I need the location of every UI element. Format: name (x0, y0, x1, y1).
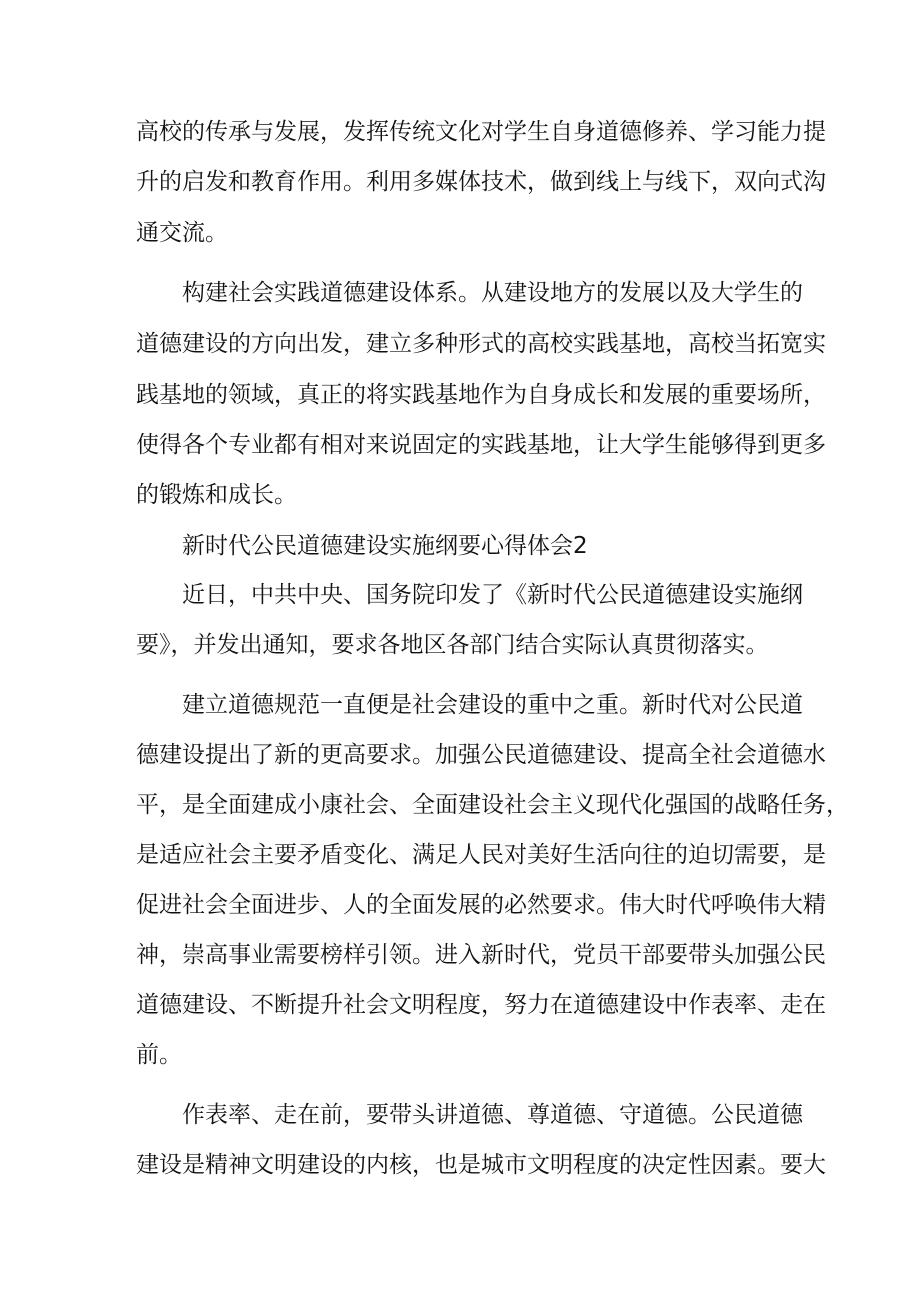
text-line: 促进社会全面进步、人的全面发展的必然要求。伟大时代呼唤伟大精 (136, 892, 826, 918)
text-line: 构建社会实践道德建设体系。从建设地方的发展以及大学生的 (182, 280, 803, 306)
text-line: 前。 (136, 1042, 182, 1068)
section-heading: 新时代公民道德建设实施纲要心得体会2 (182, 533, 588, 559)
text-line: 通交流。 (136, 220, 228, 246)
text-line: 建设是精神文明建设的内核，也是城市文明程度的决定性因素。要大 (136, 1152, 826, 1178)
text-line: 建立道德规范一直便是社会建设的重中之重。新时代对公民道 (182, 692, 803, 718)
text-line: 要》，并发出通知，要求各地区各部门结合实际认真贯彻落实。 (136, 632, 769, 658)
text-line: 神，崇高事业需要榜样引领。进入新时代，党员干部要带头加强公民 (136, 942, 826, 968)
text-line: 作表率、走在前，要带头讲道德、尊道德、守道德。公民道德 (182, 1102, 803, 1128)
text-line: 道德建设的方向出发，建立多种形式的高校实践基地，高校当拓宽实 (136, 331, 826, 357)
text-line: 践基地的领域，真正的将实践基地作为自身成长和发展的重要场所， (136, 382, 826, 408)
text-line: 近日，中共中央、国务院印发了《新时代公民道德建设实施纲 (182, 582, 803, 608)
text-line: 道德建设、不断提升社会文明程度，努力在道德建设中作表率、走在 (136, 992, 826, 1018)
text-line: 是适应社会主要矛盾变化、满足人民对美好生活向往的迫切需要，是 (136, 842, 826, 868)
text-line: 高校的传承与发展，发挥传统文化对学生自身道德修养、学习能力提 (136, 119, 826, 145)
text-line: 使得各个专业都有相对来说固定的实践基地，让大学生能够得到更多 (136, 432, 826, 458)
text-line: 的锻炼和成长。 (136, 482, 297, 508)
text-line: 德建设提出了新的更高要求。加强公民道德建设、提高全社会道德水 (136, 742, 826, 768)
text-line: 升的启发和教育作用。利用多媒体技术，做到线上与线下，双向式沟 (136, 169, 826, 195)
text-line: 平，是全面建成小康社会、全面建设社会主义现代化强国的战略任务， (136, 792, 849, 818)
